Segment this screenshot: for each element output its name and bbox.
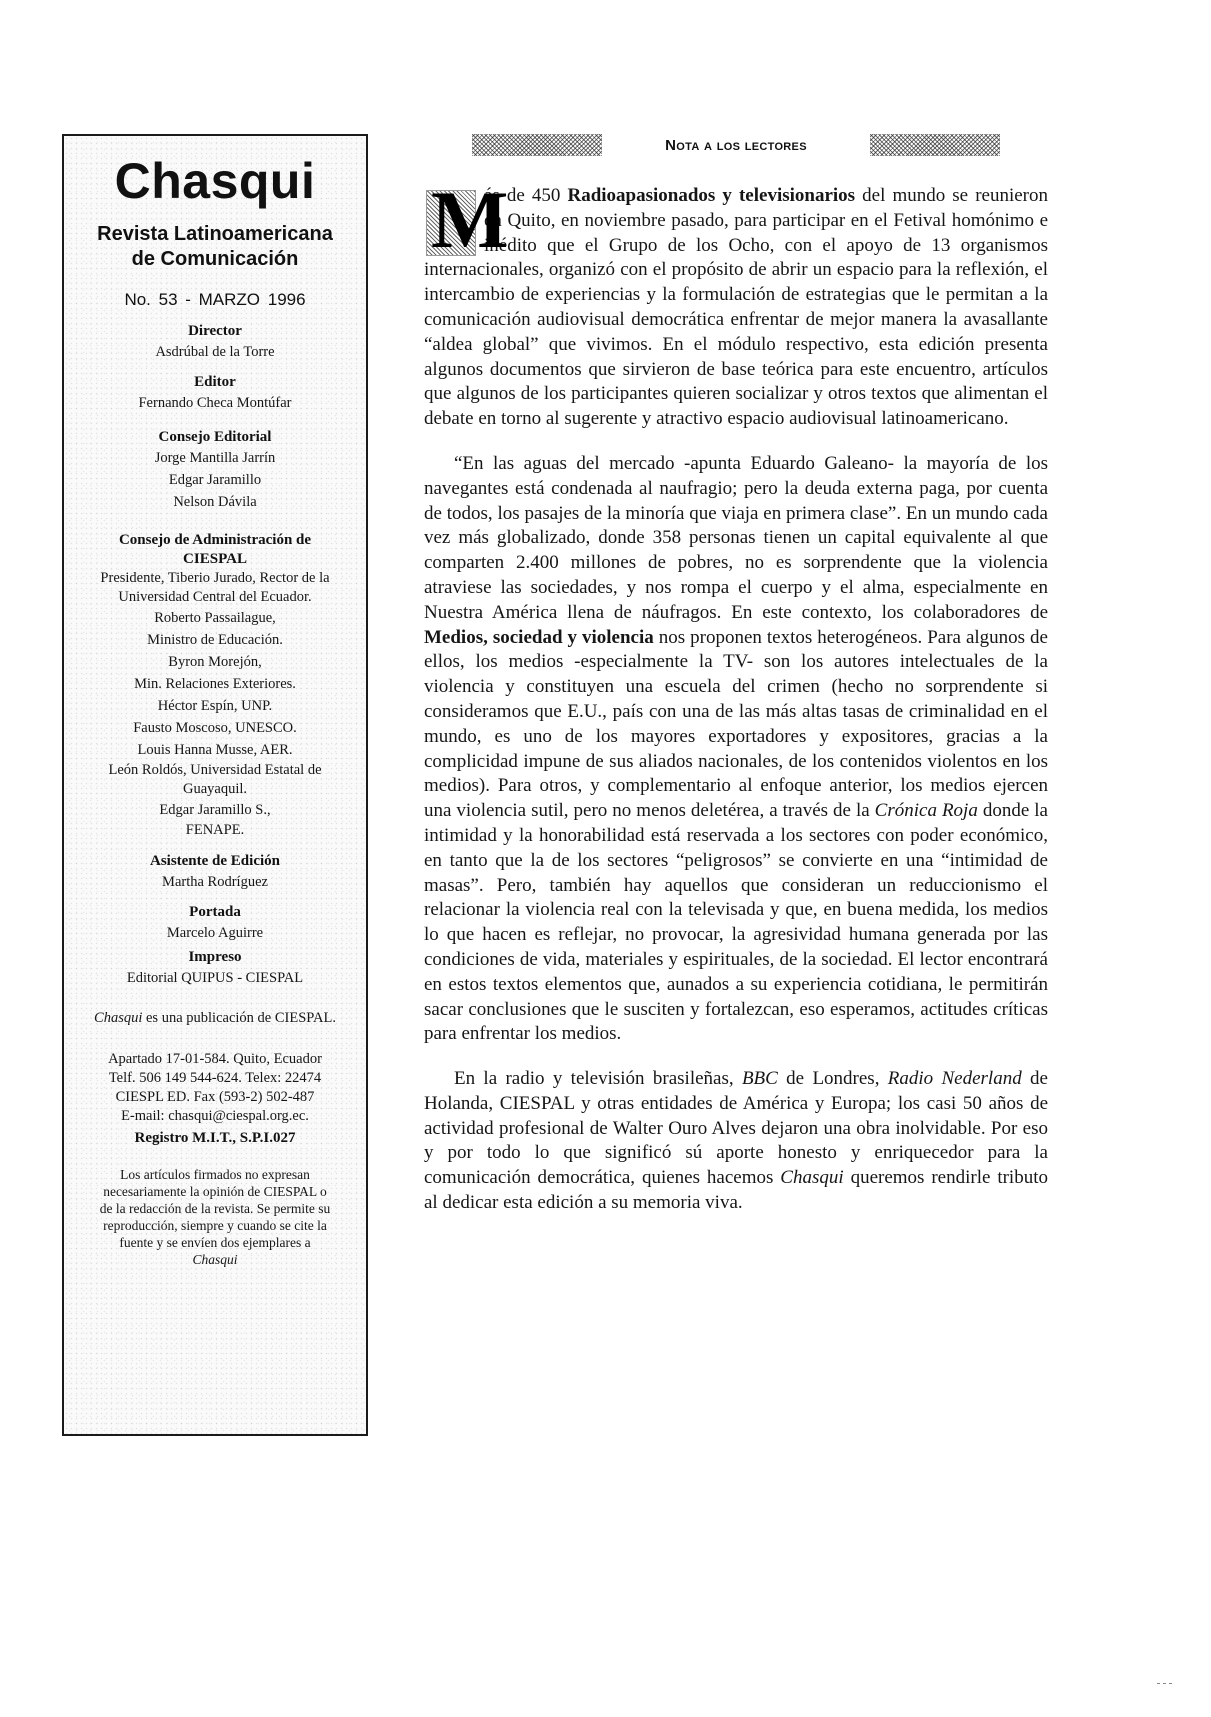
section-header bbox=[472, 128, 1000, 162]
contact-line: Apartado 17-01-584. Quito, Ecuador bbox=[108, 1051, 322, 1067]
email-line: E-mail: chasqui@ciespal.org.ec. bbox=[121, 1108, 309, 1124]
admin-line: Byron Morejón, bbox=[168, 654, 262, 670]
p2-italic-cronica-roja: Crónica Roja bbox=[874, 800, 978, 822]
admin-line: Min. Relaciones Exteriores. bbox=[134, 676, 296, 692]
p3-start: En la radio y televisión brasileñas, bbox=[454, 1068, 742, 1090]
consejo-member: Jorge Mantilla Jarrín bbox=[154, 450, 276, 466]
admin-line: Presidente, Tiberio Jurado, Rector de la bbox=[100, 570, 330, 586]
director-name: Asdrúbal de la Torre bbox=[155, 344, 275, 360]
magazine-title: Chasqui bbox=[114, 153, 316, 209]
hatch-ornament-right bbox=[870, 134, 1000, 156]
admin-line: Ministro de Educación. bbox=[147, 632, 283, 648]
disclaimer-line: fuente y se envíen dos ejemplares a bbox=[119, 1235, 311, 1250]
disclaimer-chasqui-italic: Chasqui bbox=[192, 1252, 238, 1267]
editor-label: Editor bbox=[194, 374, 236, 390]
consejo-editorial-label: Consejo Editorial bbox=[158, 429, 272, 445]
disclaimer-line: necesariamente la opinión de CIESPAL o bbox=[103, 1184, 327, 1199]
asistente-section bbox=[64, 852, 366, 893]
admin-line: León Roldós, Universidad Estatal de bbox=[108, 762, 322, 778]
drop-cap-letter: M bbox=[431, 174, 509, 265]
portada-label: Portada bbox=[189, 904, 241, 920]
editor-name: Fernando Checa Montúfar bbox=[138, 395, 292, 411]
p2-rest: donde la intimidad y la honorabilidad está reservada a los sectores con poder económico, en tanto que la de los sectores “peligrosos” se convierte en una “intimidad de masas”. Pero, también hay aquellos que consideran un reduccionismo el relacionar la violencia real con la televisada y que, en buena medida, los medios lo que hacen es reflejar, no provocar, la agresividad humana generada por las condiciones de vida, materiales y espirituales, de la sociedad. El lector encontrará en estos textos elementos que, aunados a su experiencia cotidiana, le permitirán sacar conclusiones que le susciten y fortalezcan, eso esperamos, actitudes críticas para enfrentar los medios. bbox=[424, 800, 1048, 1045]
scan-mark bbox=[1157, 1683, 1172, 1685]
paragraph-2 bbox=[424, 452, 1048, 1047]
admin-line: Fausto Moscoso, UNESCO. bbox=[133, 720, 297, 736]
p2-middle: nos proponen textos heterogéneos. Para algunos de ellos, los medios -especialmente la TV- son los autores intelectuales de la violencia y constituyen una escuela del crimen (hecho no sorprendente si consideramos que E.U., país con una de las más altas tasas de criminalidad en el mundo, es uno de los mayores exportadores y expositores, gracias a la complicidad impune de sus aliados nacionales, de los contenidos violentos en los medios). Para otros, y complementario al enfoque anterior, los medios ejercen una violencia sutil, pero no menos deletérea, a través de la bbox=[424, 626, 1048, 822]
editorial-article bbox=[424, 128, 1048, 1236]
admin-line: Héctor Espín, UNP. bbox=[157, 698, 273, 714]
contact-line: CIESPL ED. Fax (593-2) 502-487 bbox=[115, 1089, 315, 1105]
disclaimer bbox=[64, 1166, 366, 1268]
section-title: Nota a los lectores bbox=[665, 136, 807, 154]
publication-name-italic: Chasqui bbox=[94, 1010, 143, 1026]
director-label: Director bbox=[188, 323, 242, 339]
portada-name: Marcelo Aguirre bbox=[166, 925, 264, 941]
asistente-label: Asistente de Edición bbox=[149, 853, 280, 869]
disclaimer-line: reproducción, siempre y cuando se cite la bbox=[103, 1218, 327, 1233]
p1-start: ás de 450 bbox=[484, 185, 568, 206]
consejo-admin-section bbox=[64, 531, 366, 840]
impreso-label: Impreso bbox=[188, 949, 242, 965]
p1-rest: del mundo se reunieron en Quito, en noviembre pasado, para participar en el Fetival homónimo e inédito que el Grupo de los Ocho, con el apoyo de 13 organismos internacionales, organizó con el propósito de abrir un espacio para la reflexión, el intercambio de experiencias y la formulación de estrategias que le permitan a la comunicación audiovisual democrática enfrentar de mejor manera la avasallante “aldea global” que vivimos. En el módulo respectivo, esta edición presenta algunos documentos que sirvieron de base teórica para este encuentro, artículos que algunos de los participantes quieren socializar y otros textos que alimentan el debate en torno al sugerente y atractivo espacio audiovisual latinoamericano. bbox=[424, 185, 1048, 430]
impreso-section bbox=[64, 948, 366, 989]
paragraph-1 bbox=[424, 174, 1048, 432]
p2-bold-section-name: Medios, sociedad y violencia bbox=[424, 626, 654, 648]
consejo-editorial-section bbox=[64, 428, 366, 513]
p1-bold-phrase: Radioapasionados y televisionarios bbox=[567, 185, 856, 206]
consejo-admin-label-2: CIESPAL bbox=[183, 551, 247, 567]
asistente-name: Martha Rodríguez bbox=[162, 874, 268, 890]
p3-mid2: de Holanda, CIESPAL y otras entidades de América y Europa; los casi 50 años de actividad profesional de Walter Ouro Alves dejaron una obra inolvidable. Por eso y por todo lo que significó sú aporte honesto y enriquecedor para la comunicación democrática, quienes hacemos bbox=[424, 1068, 1048, 1189]
p3-italic-bbc: BBC bbox=[741, 1068, 778, 1090]
publication-line bbox=[64, 1007, 366, 1029]
publication-rest: es una publicación de CIESPAL. bbox=[142, 1010, 336, 1026]
consejo-member: Nelson Dávila bbox=[173, 494, 257, 510]
magazine-subtitle bbox=[64, 222, 366, 272]
contact-line: Telf. 506 149 544-624. Telex: 22474 bbox=[108, 1070, 322, 1086]
issue-number: No. 53 - MARZO 1996 bbox=[124, 290, 306, 309]
admin-line: Louis Hanna Musse, AER. bbox=[137, 742, 293, 758]
subtitle-line-2: de Comunicación bbox=[131, 248, 299, 270]
p2-start: “En las aguas del mercado -apunta Eduardo Galeano- la mayoría de los navegantes está condenada al naufragio; pero la deuda externa paga, por cuenta de todos, los pasajes de la minoría que viaja en primera clase”. En un mundo cada vez más globalizado, donde 358 personas tienen un capital equivalente al que comparten 2.400 millones de pobres, no es sorprendente que la violencia atraviese las sociedades, y nos rompa el cuerpo y el alma, especialmente en Nuestra América llena de náufragos. En este contexto, los colaboradores de bbox=[424, 452, 1048, 623]
portada-section bbox=[64, 903, 366, 944]
p3-italic-chasqui: Chasqui bbox=[780, 1167, 844, 1189]
admin-line: Guayaquil. bbox=[182, 781, 248, 797]
hatch-ornament-left bbox=[472, 134, 602, 156]
admin-line: Roberto Passailague, bbox=[154, 610, 276, 626]
p3-italic-radio-nederland: Radio Nederland bbox=[887, 1068, 1022, 1090]
consejo-member: Edgar Jaramillo bbox=[168, 472, 262, 488]
director-section bbox=[64, 322, 366, 363]
consejo-admin-label-1: Consejo de Administración de bbox=[118, 532, 312, 548]
editor-section bbox=[64, 373, 366, 414]
p3-rest: queremos rendirle tributo al dedicar esta edición a su memoria viva. bbox=[424, 1167, 1048, 1214]
masthead-box bbox=[62, 134, 368, 1436]
p3-mid1: de Londres, bbox=[777, 1068, 888, 1090]
registro: Registro M.I.T., S.P.I.027 bbox=[134, 1130, 296, 1146]
impreso-name: Editorial QUIPUS - CIESPAL bbox=[126, 970, 304, 986]
article-body bbox=[424, 174, 1048, 1216]
paragraph-3 bbox=[424, 1067, 1048, 1216]
admin-line: FENAPE. bbox=[185, 822, 245, 838]
subtitle-line-1: Revista Latinoamericana bbox=[97, 223, 333, 245]
contact-section bbox=[64, 1049, 366, 1148]
admin-line: Edgar Jaramillo S., bbox=[159, 802, 271, 818]
drop-cap bbox=[426, 174, 509, 265]
admin-line: Universidad Central del Ecuador. bbox=[118, 589, 312, 605]
disclaimer-line: Los artículos firmados no expresan bbox=[120, 1167, 310, 1182]
disclaimer-line: de la redacción de la revista. Se permite su bbox=[99, 1201, 331, 1216]
